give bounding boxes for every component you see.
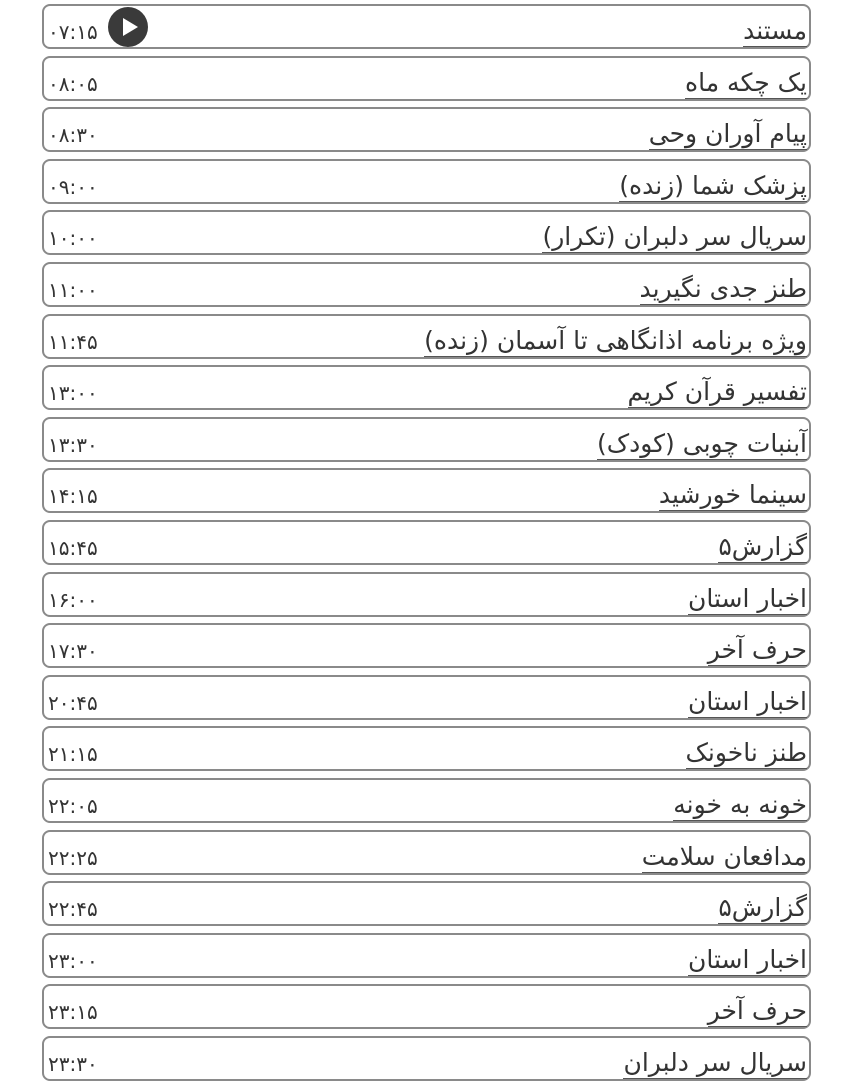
program-title: طنز جدی نگیرید xyxy=(639,273,807,303)
program-time: ۲۱:۱۵ xyxy=(48,742,98,767)
schedule-row[interactable] xyxy=(42,468,811,513)
program-time: ۲۰:۴۵ xyxy=(48,690,98,715)
program-time: ۱۱:۴۵ xyxy=(48,329,98,354)
program-title: پیام آوران وحی xyxy=(648,119,807,149)
program-title: آبنبات چوبی (کودک) xyxy=(596,428,807,458)
schedule-row[interactable] xyxy=(42,881,811,926)
program-title: سریال سر دلبران xyxy=(623,1047,807,1077)
schedule-row[interactable] xyxy=(42,778,811,823)
schedule-row[interactable] xyxy=(42,933,811,978)
schedule-row[interactable] xyxy=(42,314,811,359)
program-schedule-list xyxy=(42,4,811,1087)
schedule-row[interactable] xyxy=(42,159,811,204)
program-time: ۰۷:۱۵ xyxy=(48,20,98,44)
schedule-row[interactable] xyxy=(42,572,811,617)
program-time: ۱۰:۰۰ xyxy=(48,226,98,251)
program-title: اخبار استان xyxy=(688,583,807,613)
program-title: پزشک شما (زنده) xyxy=(619,170,807,200)
schedule-row[interactable] xyxy=(42,262,811,307)
program-title: اخبار استان xyxy=(688,944,807,974)
program-time: ۲۳:۱۵ xyxy=(48,1000,98,1025)
play-button[interactable] xyxy=(108,7,148,47)
program-time: ۰۸:۳۰ xyxy=(48,123,98,148)
program-time: ۱۴:۱۵ xyxy=(48,484,98,509)
schedule-row[interactable] xyxy=(42,417,811,462)
schedule-row[interactable] xyxy=(42,107,811,152)
schedule-row[interactable] xyxy=(42,1036,811,1081)
program-title: گزارش۵ xyxy=(718,531,807,561)
program-time: ۰۸:۰۵ xyxy=(48,71,98,96)
program-time: ۲۳:۰۰ xyxy=(48,948,98,973)
program-time: ۰۹:۰۰ xyxy=(48,174,98,199)
schedule-row[interactable] xyxy=(42,984,811,1029)
program-title: مدافعان سلامت xyxy=(641,841,807,871)
schedule-row[interactable] xyxy=(42,623,811,668)
program-title: خونه به خونه xyxy=(673,789,807,819)
program-time: ۱۱:۰۰ xyxy=(48,277,98,302)
program-title: ویژه برنامه اذانگاهی تا آسمان (زنده) xyxy=(424,325,807,355)
program-title: مستند xyxy=(743,16,807,45)
program-title: حرف آخر xyxy=(707,996,807,1026)
program-time: ۱۶:۰۰ xyxy=(48,587,98,612)
program-title: سریال سر دلبران (تکرار) xyxy=(542,222,807,252)
schedule-row[interactable] xyxy=(42,4,811,49)
program-time: ۱۳:۳۰ xyxy=(48,432,98,457)
schedule-row[interactable] xyxy=(42,830,811,875)
program-title: گزارش۵ xyxy=(718,893,807,923)
schedule-row[interactable] xyxy=(42,726,811,771)
program-time: ۲۲:۲۵ xyxy=(48,845,98,870)
schedule-row[interactable] xyxy=(42,675,811,720)
program-time: ۲۲:۰۵ xyxy=(48,793,98,818)
program-title: تفسیر قرآن کریم xyxy=(627,377,807,407)
schedule-row[interactable] xyxy=(42,56,811,101)
play-icon xyxy=(123,18,138,36)
program-time: ۲۳:۳۰ xyxy=(48,1051,98,1076)
program-title: سینما خورشید xyxy=(658,480,807,510)
program-time: ۱۵:۴۵ xyxy=(48,535,98,560)
program-time: ۱۳:۰۰ xyxy=(48,381,98,406)
program-time: ۲۲:۴۵ xyxy=(48,897,98,922)
program-time: ۱۷:۳۰ xyxy=(48,639,98,664)
schedule-row[interactable] xyxy=(42,365,811,410)
program-title: اخبار استان xyxy=(688,686,807,716)
schedule-row[interactable] xyxy=(42,210,811,255)
program-title: طنز ناخونک xyxy=(685,738,807,768)
program-title: حرف آخر xyxy=(707,635,807,665)
program-title: یک چکه ماه xyxy=(685,67,807,97)
schedule-row[interactable] xyxy=(42,520,811,565)
